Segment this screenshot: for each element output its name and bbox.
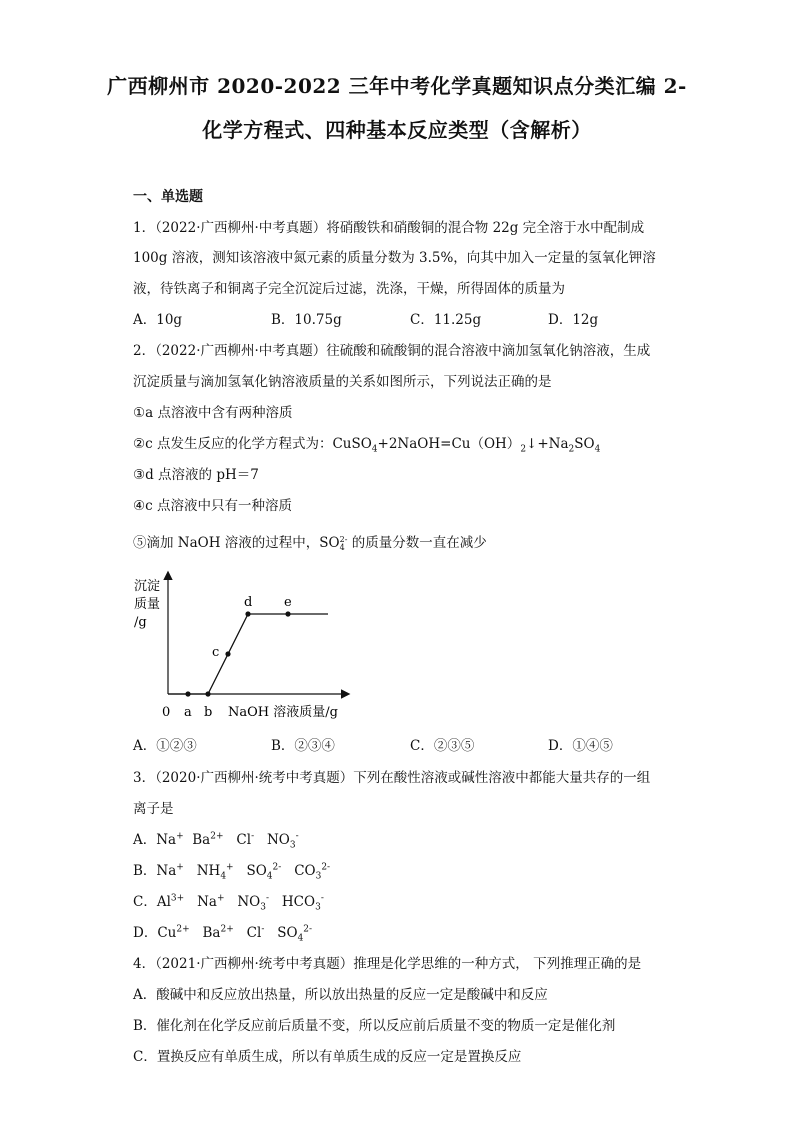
q3d-5: - [261,924,265,935]
q2-line-2: 沉淀质量与滴加氢氧化钠溶液质量的关系如图所示，下列说法正确的是 [133,374,552,390]
q1-option-d[interactable]: D．12g [548,312,599,328]
q3c-9: - [320,893,324,904]
q3d-3: 2+ [220,924,234,935]
q3-line-2: 离子是 [133,801,174,817]
q3a-3: 2+ [210,831,224,842]
q3c-5: 3 [260,902,266,913]
q3d-6: SO [277,925,298,941]
q3a-2: Ba [192,832,211,848]
q3d-1: 2+ [176,924,190,935]
point-label-d: d [244,595,253,610]
q3-line-1: 3．（2020·广西柳州·统考中考真题）下列在酸性溶液或碱性溶液中都能大量共存的一组 [133,770,651,786]
q3c-3: + [216,893,225,904]
q3a-6: NO [266,832,290,848]
q2-s2-part-2: +2NaOH=Cu（OH） [377,436,521,452]
q3d-8: 2- [303,924,313,935]
section-heading: 一、单选题 [133,189,203,205]
y-label-line-1: 沉淀 [134,579,161,594]
q2-statement-4: ④c 点溶液中只有一种溶质 [133,498,292,514]
point-e [285,611,290,616]
q3b-5: SO [246,863,267,879]
q4-option-b[interactable]: B．催化剂在化学反应前后质量不变，所以反应前后质量不变的物质一定是催化剂 [133,1018,616,1034]
point-a [185,691,190,696]
q2-s2-part-4: SO [574,436,595,452]
q3b-3: 4 [220,871,227,882]
q3-option-b[interactable] [133,859,330,882]
point-label-a: a [184,705,192,720]
q2-statement-1: ①a 点溶液中含有两种溶质 [133,405,293,421]
q3a-label: A．Na [133,832,177,848]
q1-line-3: 液，待铁离子和铜离子完全沉淀后过滤，洗涤，干燥，所得固体的质量为 [133,281,565,297]
q2-s5-sub: 4 [339,542,345,552]
q3-option-c[interactable] [133,890,324,913]
precipitate-curve [168,614,328,694]
q1-option-b[interactable]: B．10.75g [271,312,342,328]
q3b-7: 2- [272,862,282,873]
q3d-2: Ba [202,925,221,941]
q2-s2-sub-2: 2 [520,444,527,455]
q2-s2-sub-4: 4 [594,444,601,455]
q3b-9: 3 [315,871,322,882]
q2-s2-part-1: ②c 点发生反应的化学方程式为：CuSO [133,436,372,452]
y-label-line-3: /g [134,615,147,630]
q3b-1: + [176,862,184,873]
q2-s5-part-2: 的质量分数一直在减少 [347,535,487,551]
point-label-e: e [284,595,292,610]
q2-s5-part-1: ⑤滴加 NaOH 溶液的过程中，SO [133,535,340,551]
q3c-8: 3 [315,902,321,913]
q3-option-d[interactable] [133,921,312,944]
q3c-4: NO [237,894,261,910]
q3a-7: 3 [289,840,296,851]
q1-option-c[interactable]: C．11.25g [410,312,482,328]
q2-s2-sub-3: 2 [568,444,575,455]
q3b-label: B．Na [133,863,177,879]
q4-line-1: 4．（2021·广西柳州·统考中考真题）推理是化学思维的一种方式， 下列推理正确的是 [133,956,642,972]
page-title-line-2: 化学方程式、四种基本反应类型（含解析） [202,118,592,142]
q2-option-d[interactable]: D．①④⑤ [548,738,613,754]
q2-statement-3: ③d 点溶液的 pH＝7 [133,467,259,483]
q3a-8: - [295,831,299,842]
q3c-2: Na [197,894,217,910]
y-label-line-2: 质量 [134,597,161,612]
q3d-7: 4 [297,933,304,944]
page-title-line-1: 广西柳州市 2020-2022 三年中考化学真题知识点分类汇编 2- [107,74,687,98]
q2-option-c[interactable]: C．②③⑤ [410,738,475,754]
q2-s2-part-3: ↓+Na [526,436,569,452]
q2-s2-sub-1: 4 [371,444,378,455]
q2-option-a[interactable]: A．①②③ [133,738,197,754]
origin-label: 0 [162,705,171,720]
q1-option-a[interactable]: A．10g [133,312,183,328]
q3c-6: - [265,893,270,904]
q3b-10: 2- [321,862,331,873]
q3c-7: HCO [281,894,316,910]
q3b-6: 4 [266,871,273,882]
q3a-5: - [251,831,255,842]
point-label-c: c [212,645,220,660]
q2-line-1: 2．（2022·广西柳州·中考真题）往硫酸和硫酸铜的混合溶液中滴加氢氧化钠溶液，生成 [133,343,651,359]
q3c-1: 3+ [170,893,185,904]
q2-option-b[interactable]: B．②③④ [271,738,335,754]
q3b-4: + [226,862,234,873]
q3a-1: + [176,831,184,842]
q2-statement-5 [133,531,487,552]
x-axis-label: NaOH 溶液质量/g [228,705,338,720]
q3-option-a[interactable] [133,828,299,851]
q3d-label: D．Cu [133,925,177,941]
point-d [245,611,250,616]
q2-s5-sup: 2- [339,534,348,544]
q4-option-c[interactable]: C．置换反应有单质生成，所以有单质生成的反应一定是置换反应 [133,1049,522,1065]
q1-line-2: 100g 溶液，测知该溶液中氮元素的质量分数为 3.5%，向其中加入一定量的氢氧化钾溶 [133,250,656,266]
point-label-b: b [204,705,213,720]
q2-statement-2 [133,432,600,455]
q3c-label: C．Al [133,894,171,910]
q1-line-1: 1．（2022·广西柳州·中考真题）将硝酸铁和硝酸铜的混合物 22g 完全溶于水中配制成 [133,220,645,236]
q3b-2: NH [196,863,221,879]
q3b-8: CO [294,863,316,879]
point-b [205,691,210,696]
q3a-4: Cl [236,832,252,848]
point-c [225,651,230,656]
q4-option-a[interactable]: A．酸碱中和反应放出热量，所以放出热量的反应一定是酸碱中和反应 [133,987,548,1003]
precipitate-chart [130,570,370,720]
q3d-4: Cl [246,925,262,941]
